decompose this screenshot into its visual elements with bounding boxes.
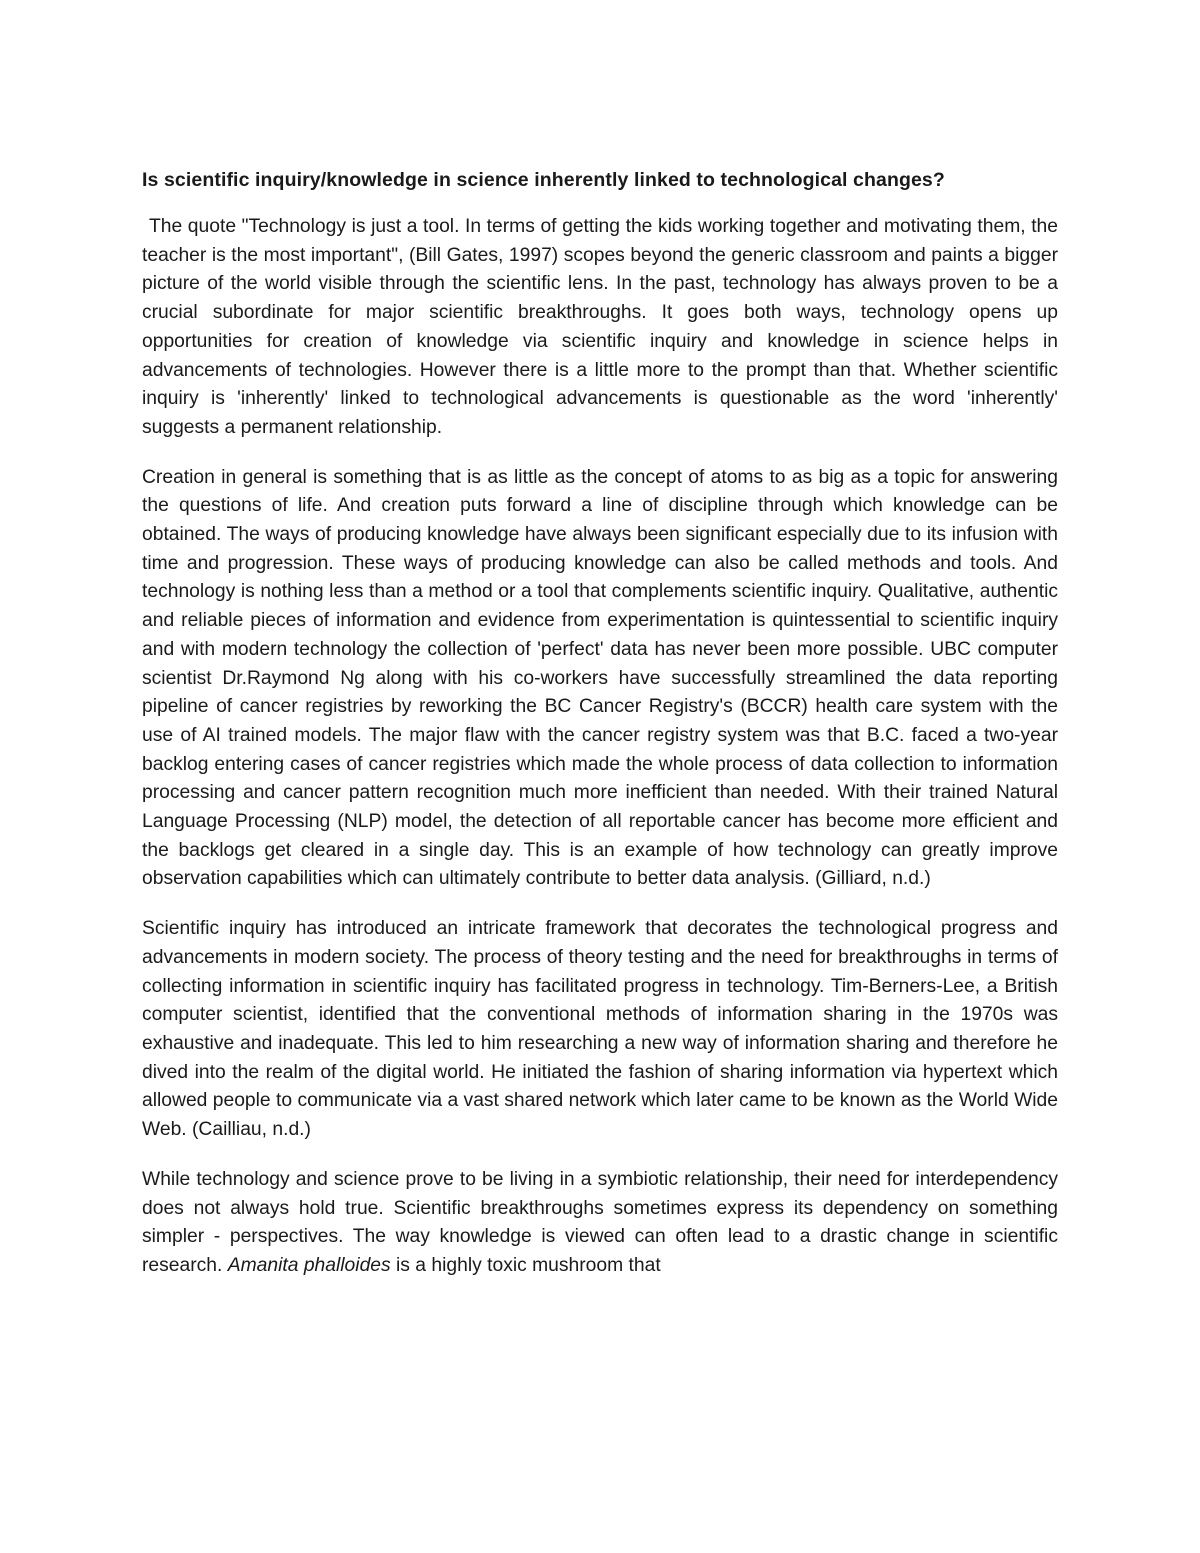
paragraph-creation: Creation in general is something that is as little as the concept of atoms to as big as a topic for answering the questions of life. And creation puts forward a line of discipline through which knowledge can be obtained. The ways of producing knowledge have always been significant especially due to its infusion with time and progression. These ways of producing knowledge can also be called methods and tools. And technology is nothing less than a method or a tool that complements scientific inquiry. Qualitative, authentic and reliable pieces of information and evidence from experimentation is quintessential to scientific inquiry and with modern technology the collection of 'perfect' data has never been more possible. UBC computer scientist Dr.Raymond Ng along with his co-workers have successfully streamlined the data reporting pipeline of cancer registries by reworking the BC Cancer Registry's (BCCR) health care system with the use of AI trained models. The major flaw with the cancer registry system was that B.C. faced a two-year backlog entering cases of cancer registries which made the whole process of data collection to information processing and cancer pattern recognition much more inefficient than needed. With their trained Natural Language Processing (NLP) model, the detection of all reportable cancer has become more efficient and the backlogs get cleared in a single day. This is an example of how technology can greatly improve observation capabilities which can ultimately contribute to better data analysis. (Gilliard, n.d.) — [142, 466, 1058, 890]
paragraph-symbiotic-tail: is a highly toxic mushroom that — [390, 1254, 661, 1276]
document-title: Is scientific inquiry/knowledge in science inherently linked to technological changes? — [142, 169, 945, 191]
paragraph-symbiotic-text: While technology and science prove to be living in a symbiotic relationship, their need for interdependency does not always hold true. Scientific breakthroughs sometimes express its dependency on something simpler - perspectives. The way knowledge is viewed can often lead to a drastic change in scientific research. — [142, 1168, 1058, 1276]
species-name-italic: Amanita phalloides — [227, 1254, 391, 1276]
document-page — [142, 166, 1058, 1281]
paragraph-intro — [142, 213, 1058, 443]
paragraph-intro-text: The quote "Technology is just a tool. In terms of getting the kids working together and motivating them, the teacher is the most important", (Bill Gates, 1997) scopes beyond the generic classroom and paints a bigger picture of the world visible through the scientific lens. In the past, technology has always proven to be a crucial subordinate for major scientific breakthroughs. It goes both ways, technology opens up opportunities for creation of knowledge via scientific inquiry and knowledge in science helps in advancements of technologies. However there is a little more to the prompt than that. Whether scientific inquiry is 'inherently' linked to technological advancements is questionable as the word 'inherently' suggests a permanent relationship. — [142, 216, 1058, 438]
paragraph-scientific-inquiry: Scientific inquiry has introduced an intricate framework that decorates the technological progress and advancements in modern society. The process of theory testing and the need for breakthroughs in terms of collecting information in scientific inquiry has facilitated progress in technology. Tim-Berners-Lee, a British computer scientist, identified that the conventional methods of information sharing in the 1970s was exhaustive and inadequate. This led to him researching a new way of information sharing and therefore he dived into the realm of the digital world. He initiated the fashion of sharing information via hypertext which allowed people to communicate via a vast shared network which later came to be known as the World Wide Web. (Cailliau, n.d.) — [142, 918, 1058, 1141]
paragraph-symbiotic — [142, 1166, 1058, 1281]
